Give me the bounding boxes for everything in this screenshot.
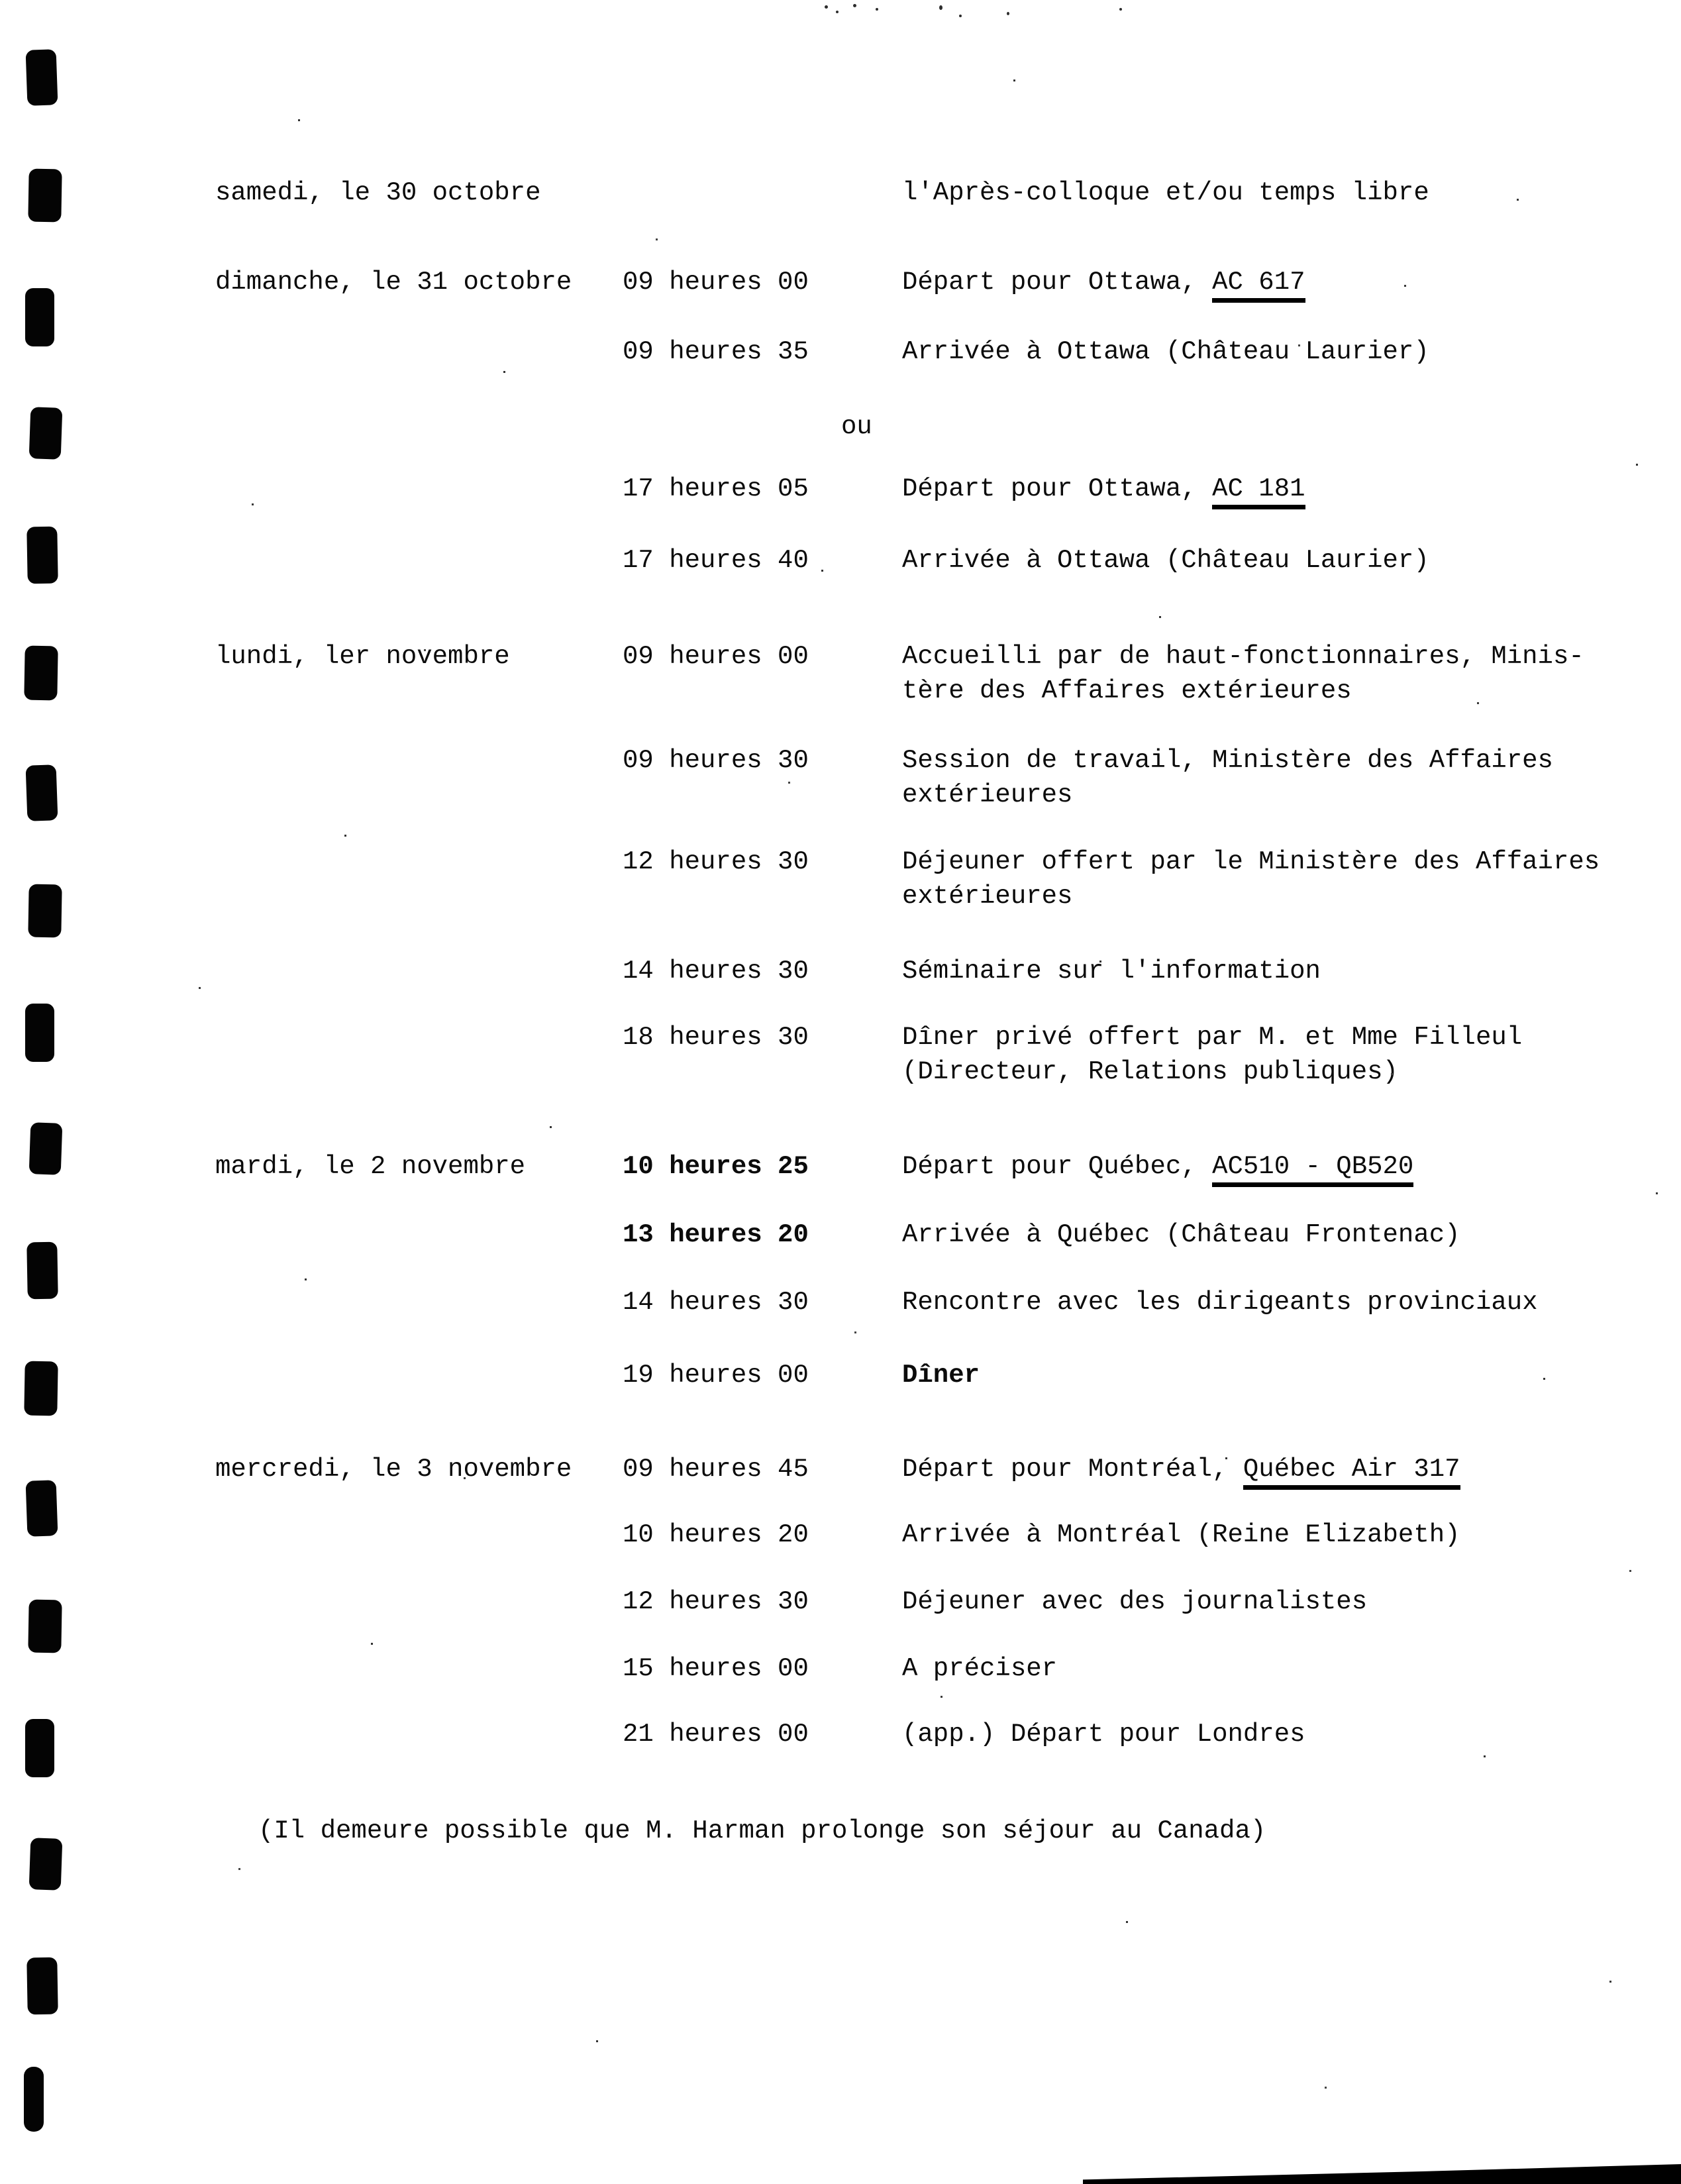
scan-noise <box>825 5 828 9</box>
time-label: 09 heures 00 <box>623 642 809 671</box>
binding-hole-mark <box>26 1957 58 2015</box>
event-text: Arrivée à Ottawa (Château Laurier) <box>902 546 1429 575</box>
flight-number: AC 617 <box>1212 268 1305 303</box>
event-description <box>902 1020 1522 1055</box>
event-text: Arrivée à Québec (Château Frontenac) <box>902 1220 1460 1249</box>
event-text: A préciser <box>902 1654 1058 1683</box>
event-text: Dîner privé offert par M. et Mme Filleul <box>902 1023 1523 1052</box>
scan-noise <box>836 11 839 13</box>
scan-noise <box>853 4 856 7</box>
binding-hole-mark <box>28 169 62 223</box>
event-description <box>902 845 1600 879</box>
event-description <box>902 265 1305 299</box>
binding-hole-mark <box>25 1004 54 1062</box>
time-label: 12 heures 30 <box>623 847 809 876</box>
binding-hole-mark <box>24 1361 58 1416</box>
event-description <box>902 1452 1460 1486</box>
event-text: Déjeuner avec des journalistes <box>902 1587 1368 1616</box>
scan-noise <box>939 5 942 10</box>
event-text: Séminaire sur l'information <box>902 957 1321 986</box>
event-text: Départ pour Ottawa, <box>902 268 1213 297</box>
event-description <box>902 674 1352 708</box>
binding-hole-mark <box>26 764 58 821</box>
event-text: Dîner <box>902 1361 980 1390</box>
binding-hole-mark <box>29 1122 63 1175</box>
event-text: (Directeur, Relations publiques) <box>902 1057 1398 1086</box>
event-description <box>902 472 1305 506</box>
binding-hole-mark <box>29 1838 63 1891</box>
event-description <box>902 639 1584 674</box>
time-label: 15 heures 00 <box>623 1654 809 1683</box>
binding-hole-mark <box>26 1242 58 1300</box>
event-text: extérieures <box>902 882 1073 911</box>
time-label: 12 heures 30 <box>623 1587 809 1616</box>
time-label: 09 heures 35 <box>623 337 809 366</box>
binding-hole-mark <box>26 49 58 106</box>
event-description <box>902 1518 1460 1552</box>
time-label: 10 heures 20 <box>623 1520 809 1549</box>
day-label: mercredi, le 3 novembre <box>215 1455 572 1484</box>
binding-hole-mark <box>25 1719 54 1777</box>
time-label: 21 heures 00 <box>623 1720 809 1749</box>
day-label: lundi, ler novembre <box>215 642 510 671</box>
binding-hole-mark <box>24 2067 44 2132</box>
event-text: tère des Affaires extérieures <box>902 676 1352 705</box>
event-text: Déjeuner offert par le Ministère des Affaires <box>902 847 1600 876</box>
scan-noise <box>1119 8 1122 11</box>
time-label: 09 heures 45 <box>623 1455 809 1484</box>
binding-hole-mark <box>26 527 58 584</box>
event-text: l'Après-colloque et/ou temps libre <box>902 178 1429 207</box>
binding-hole-mark <box>28 1600 62 1653</box>
flight-number: AC510 - QB520 <box>1212 1152 1413 1187</box>
event-text: extérieures <box>902 780 1073 809</box>
binding-hole-mark <box>25 288 54 346</box>
flight-number: AC 181 <box>1212 474 1305 509</box>
event-text: Départ pour Ottawa, <box>902 474 1213 503</box>
time-label: 17 heures 40 <box>623 546 809 575</box>
scan-noise <box>959 15 962 17</box>
time-label: 10 heures 25 <box>623 1152 809 1181</box>
binding-hole-mark <box>29 407 63 460</box>
binding-hole-mark <box>24 646 58 701</box>
scan-noise <box>876 8 878 11</box>
event-description <box>902 1285 1538 1320</box>
day-label: dimanche, le 31 octobre <box>215 268 572 297</box>
scan-noise <box>0 0 2 2</box>
event-description <box>902 1149 1413 1184</box>
time-label: 18 heures 30 <box>623 1023 809 1052</box>
event-description <box>902 778 1072 812</box>
event-description <box>902 1358 980 1392</box>
event-description <box>902 879 1072 913</box>
event-text: Rencontre avec les dirigeants provinciaux <box>902 1288 1538 1317</box>
event-description <box>902 335 1429 369</box>
event-text: Arrivée à Montréal (Reine Elizabeth) <box>902 1520 1460 1549</box>
footnote: (Il demeure possible que M. Harman prolonge son séjour au Canada) <box>258 1816 1266 1846</box>
time-label: 09 heures 00 <box>623 268 809 297</box>
or-separator: ou <box>841 412 872 441</box>
time-label: 14 heures 30 <box>623 1288 809 1317</box>
event-description <box>902 954 1321 988</box>
time-label: 19 heures 00 <box>623 1361 809 1390</box>
event-description <box>902 543 1429 578</box>
event-text: Session de travail, Ministère des Affaires <box>902 746 1553 775</box>
event-description <box>902 1717 1305 1751</box>
day-label: samedi, le 30 octobre <box>215 178 541 207</box>
event-description <box>902 1055 1398 1089</box>
scan-noise <box>1007 12 1009 15</box>
day-label: mardi, le 2 novembre <box>215 1152 526 1181</box>
time-label: 17 heures 05 <box>623 474 809 503</box>
event-description <box>902 176 1429 210</box>
time-label: 09 heures 30 <box>623 746 809 775</box>
time-label: 13 heures 20 <box>623 1220 809 1249</box>
event-text: Arrivée à Ottawa (Château Laurier) <box>902 337 1429 366</box>
binding-hole-mark <box>28 884 62 938</box>
binding-hole-mark <box>26 1480 58 1537</box>
event-text: Départ pour Montréal, <box>902 1455 1243 1484</box>
event-description <box>902 1218 1460 1252</box>
event-text: (app.) Départ pour Londres <box>902 1720 1305 1749</box>
event-text: Départ pour Québec, <box>902 1152 1213 1181</box>
event-description <box>902 743 1553 778</box>
scan-edge-artifact <box>1083 2164 1681 2184</box>
event-description <box>902 1585 1367 1619</box>
time-label: 14 heures 30 <box>623 957 809 986</box>
event-description <box>902 1651 1057 1686</box>
event-text: Accueilli par de haut-fonctionnaires, Minis- <box>902 642 1584 671</box>
flight-number: Québec Air 317 <box>1243 1455 1460 1490</box>
